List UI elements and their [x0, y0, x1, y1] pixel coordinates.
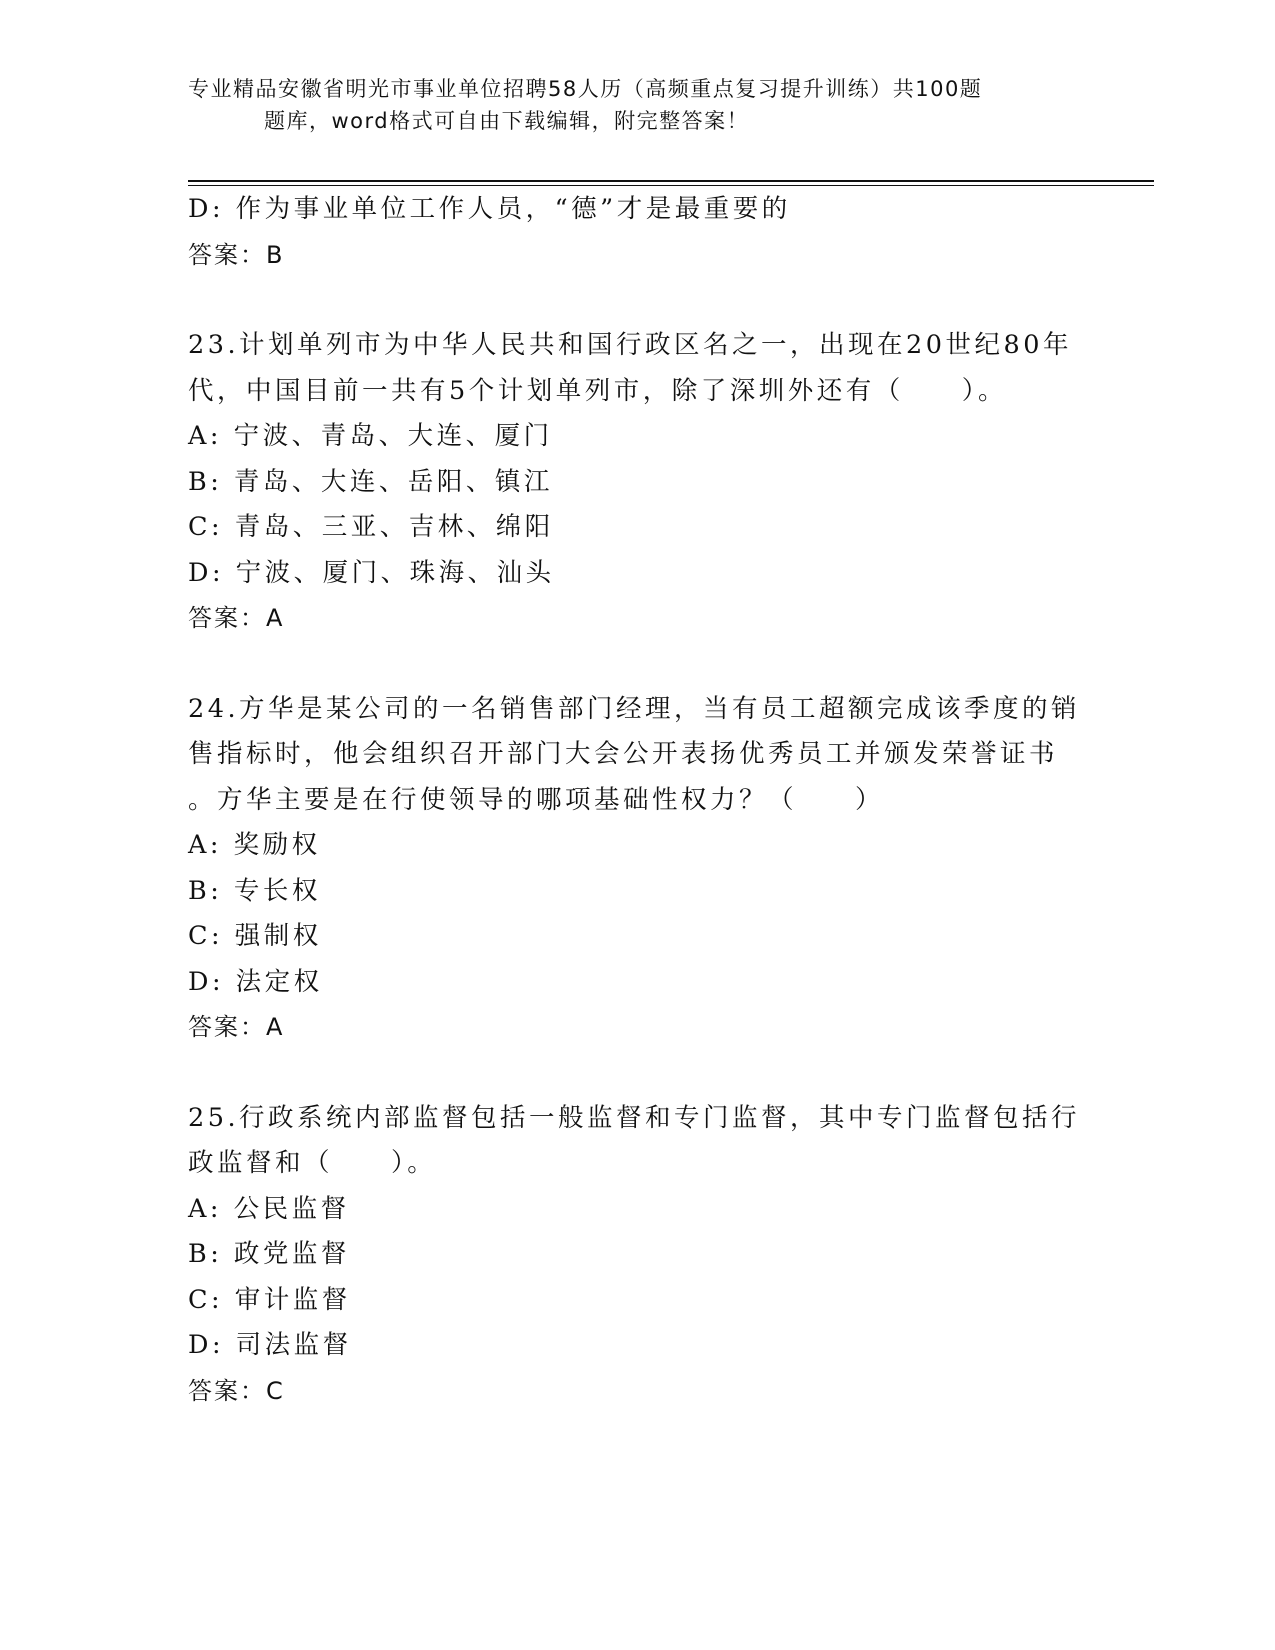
question-stem: 售指标时，他会组织召开部门大会公开表扬优秀员工并颁发荣誉证书 [188, 739, 1059, 769]
question-23 [188, 323, 1088, 642]
answer: 答案：A [188, 1013, 285, 1041]
header-divider-thin [188, 185, 1154, 186]
option-d: D: 作为事业单位工作人员，“德”才是最重要的 [188, 194, 791, 224]
option-c: C: 青岛、三亚、吉林、绵阳 [188, 512, 554, 542]
document-body [188, 187, 1088, 1414]
answer: 答案：C [188, 1376, 285, 1405]
question-stem: 25.行政系统内部监督包括一般监督和专门监督，其中专门监督包括行 [188, 1102, 1081, 1133]
question-stem: 23.计划单列市为中华人民共和国行政区名之一，出现在20世纪80年 [188, 330, 1072, 360]
option-d: D: 司法监督 [188, 1330, 352, 1360]
option-a: A: 奖励权 [188, 830, 321, 860]
header-divider-thick [188, 180, 1154, 182]
option-b: B: 青岛、大连、岳阳、镇江 [188, 466, 553, 497]
option-b: B: 专长权 [188, 875, 321, 906]
question-stem: 。方华主要是在行使领导的哪项基础性权力？（ ） [188, 784, 885, 815]
question-stem: 代，中国目前一共有5个计划单列市，除了深圳外还有（ ）。 [188, 375, 1007, 406]
header-title-line1: 专业精品安徽省明光市事业单位招聘58人历（高频重点复习提升训练）共100题 [188, 77, 983, 101]
question-stem: 政监督和（ ）。 [188, 1148, 437, 1178]
option-a: A: 宁波、青岛、大连、厦门 [188, 421, 553, 451]
page-header [188, 73, 1088, 137]
option-d: D: 宁波、厦门、珠海、汕头 [188, 557, 555, 588]
header-title-line2: 题库，word格式可自由下载编辑，附完整答案！ [264, 109, 750, 133]
question-25 [188, 1096, 1088, 1415]
question-24 [188, 687, 1088, 1051]
option-b: B: 政党监督 [188, 1239, 350, 1269]
answer: 答案：B [188, 240, 285, 269]
question-22-tail [188, 187, 1088, 278]
option-a: A: 公民监督 [188, 1193, 350, 1224]
option-c: C: 审计监督 [188, 1284, 351, 1315]
option-c: C: 强制权 [188, 921, 322, 951]
option-d: D: 法定权 [188, 966, 323, 997]
answer: 答案：A [188, 604, 285, 632]
question-stem: 24.方华是某公司的一名销售部门经理，当有员工超额完成该季度的销 [188, 693, 1081, 724]
